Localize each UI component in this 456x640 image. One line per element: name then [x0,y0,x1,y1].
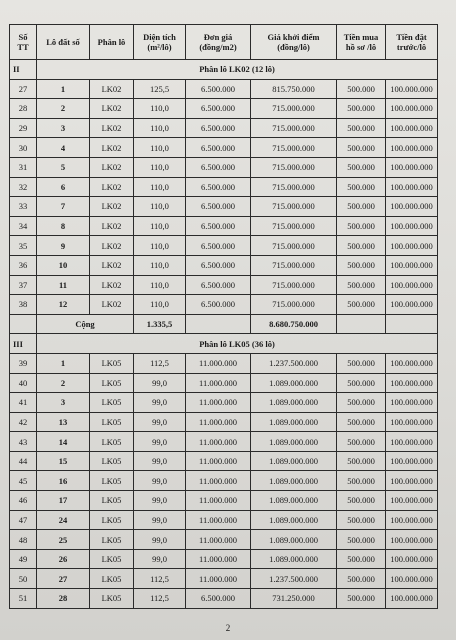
lot-number: 6 [37,177,90,197]
start-price: 1.089.000.000 [251,510,337,530]
deposit: 100.000.000 [386,79,438,99]
file-fee: 500.000 [337,236,386,256]
lot-number: 15 [37,451,90,471]
sub-area: LK02 [90,99,134,119]
row-stt: 44 [10,451,37,471]
sub-area: LK05 [90,530,134,550]
start-price: 731.250.000 [251,589,337,609]
unit-price: 11.000.000 [186,569,251,589]
lot-number: 2 [37,373,90,393]
file-fee: 500.000 [337,491,386,511]
unit-price: 6.500.000 [186,197,251,217]
table-row [10,530,438,550]
row-stt: 33 [10,197,37,217]
table-row [10,255,438,275]
start-price: 715.000.000 [251,295,337,315]
unit-price: 6.500.000 [186,216,251,236]
lot-number: 5 [37,157,90,177]
table-row [10,295,438,315]
row-stt: 46 [10,491,37,511]
deposit: 100.000.000 [386,510,438,530]
lot-number: 24 [37,510,90,530]
file-fee: 500.000 [337,177,386,197]
sub-area: LK05 [90,373,134,393]
area: 112,5 [134,589,186,609]
row-stt: 45 [10,471,37,491]
header-deposit: Tiền đặt trước/lô [386,25,438,60]
row-stt: 40 [10,373,37,393]
table-row [10,353,438,373]
table-row [10,177,438,197]
start-price: 1.237.500.000 [251,569,337,589]
sub-area: LK05 [90,432,134,452]
file-fee: 500.000 [337,255,386,275]
table-row [10,412,438,432]
table-row [10,373,438,393]
lot-number: 1 [37,353,90,373]
area: 110,0 [134,295,186,315]
row-stt: 32 [10,177,37,197]
row-stt: 50 [10,569,37,589]
unit-price: 11.000.000 [186,393,251,413]
sub-area: LK05 [90,491,134,511]
lot-number: 4 [37,138,90,158]
row-stt: 34 [10,216,37,236]
deposit: 100.000.000 [386,216,438,236]
unit-price: 11.000.000 [186,530,251,550]
file-fee: 500.000 [337,197,386,217]
file-fee: 500.000 [337,373,386,393]
unit-price: 6.500.000 [186,177,251,197]
unit-price: 6.500.000 [186,275,251,295]
table-row [10,569,438,589]
row-stt: 51 [10,589,37,609]
sub-area: LK02 [90,118,134,138]
sub-area: LK05 [90,569,134,589]
area: 99,0 [134,412,186,432]
deposit: 100.000.000 [386,157,438,177]
start-price: 1.237.500.000 [251,353,337,373]
area: 125,5 [134,79,186,99]
group-row-lk05 [10,334,438,354]
table-row [10,157,438,177]
total-area: 1.335,5 [134,314,186,334]
unit-price: 11.000.000 [186,471,251,491]
sub-area: LK02 [90,157,134,177]
table-row [10,118,438,138]
page-number: 2 [225,623,231,633]
sub-area: LK02 [90,197,134,217]
lot-number: 1 [37,79,90,99]
area: 110,0 [134,138,186,158]
unit-price: 6.500.000 [186,138,251,158]
sub-area: LK02 [90,177,134,197]
lot-number: 26 [37,549,90,569]
lot-number: 27 [37,569,90,589]
area: 110,0 [134,177,186,197]
start-price: 715.000.000 [251,197,337,217]
lot-number: 28 [37,589,90,609]
row-stt: 48 [10,530,37,550]
row-stt: 28 [10,99,37,119]
deposit: 100.000.000 [386,138,438,158]
file-fee: 500.000 [337,432,386,452]
file-fee: 500.000 [337,510,386,530]
table-row [10,197,438,217]
row-stt: 38 [10,295,37,315]
sub-area: LK02 [90,275,134,295]
start-price: 715.000.000 [251,118,337,138]
deposit: 100.000.000 [386,530,438,550]
sub-area: LK05 [90,353,134,373]
unit-price: 11.000.000 [186,432,251,452]
lot-number: 14 [37,432,90,452]
total-start-price: 8.680.750.000 [251,314,337,334]
file-fee: 500.000 [337,295,386,315]
row-stt: 36 [10,255,37,275]
lot-number: 8 [37,216,90,236]
table-row [10,275,438,295]
file-fee: 500.000 [337,530,386,550]
sub-area: LK05 [90,471,134,491]
table-row [10,99,438,119]
group-row-lk02 [10,60,438,80]
unit-price: 6.500.000 [186,157,251,177]
lot-number: 3 [37,118,90,138]
lot-number: 2 [37,99,90,119]
area: 110,0 [134,236,186,256]
sub-area: LK02 [90,236,134,256]
sub-area: LK05 [90,510,134,530]
table-row [10,451,438,471]
header-unit-price: Đơn giá (đồng/m2) [186,25,251,60]
unit-price: 6.500.000 [186,236,251,256]
area: 99,0 [134,471,186,491]
unit-price: 11.000.000 [186,412,251,432]
start-price: 715.000.000 [251,157,337,177]
deposit: 100.000.000 [386,275,438,295]
sub-area: LK05 [90,451,134,471]
deposit: 100.000.000 [386,373,438,393]
sub-area: LK02 [90,295,134,315]
group-title: Phân lô LK02 (12 lô) [37,60,438,80]
start-price: 1.089.000.000 [251,432,337,452]
row-stt: 37 [10,275,37,295]
start-price: 715.000.000 [251,255,337,275]
area: 110,0 [134,275,186,295]
row-stt: 43 [10,432,37,452]
deposit: 100.000.000 [386,491,438,511]
file-fee: 500.000 [337,589,386,609]
area: 99,0 [134,432,186,452]
row-stt: 35 [10,236,37,256]
lot-number: 9 [37,236,90,256]
deposit: 100.000.000 [386,589,438,609]
unit-price: 6.500.000 [186,118,251,138]
row-stt: 41 [10,393,37,413]
header-file-fee: Tiền mua hồ sơ /lô [337,25,386,60]
file-fee: 500.000 [337,412,386,432]
start-price: 1.089.000.000 [251,373,337,393]
sub-area: LK02 [90,79,134,99]
table-row [10,589,438,609]
area: 110,0 [134,197,186,217]
table-row [10,216,438,236]
header-area: Diện tích (m²/lô) [134,25,186,60]
row-stt: 27 [10,79,37,99]
deposit: 100.000.000 [386,236,438,256]
deposit: 100.000.000 [386,393,438,413]
area: 110,0 [134,216,186,236]
lot-number: 3 [37,393,90,413]
start-price: 715.000.000 [251,99,337,119]
unit-price: 11.000.000 [186,510,251,530]
lot-number: 13 [37,412,90,432]
unit-price: 11.000.000 [186,373,251,393]
file-fee: 500.000 [337,353,386,373]
area: 99,0 [134,491,186,511]
deposit: 100.000.000 [386,412,438,432]
row-stt: 42 [10,412,37,432]
file-fee: 500.000 [337,451,386,471]
unit-price: 11.000.000 [186,491,251,511]
unit-price: 6.500.000 [186,79,251,99]
deposit: 100.000.000 [386,118,438,138]
row-stt: 30 [10,138,37,158]
file-fee: 500.000 [337,118,386,138]
unit-price: 11.000.000 [186,353,251,373]
header-stt: Số TT [10,25,37,60]
header-start-price: Giá khởi điểm (đồng/lô) [251,25,337,60]
table-row [10,471,438,491]
start-price: 1.089.000.000 [251,451,337,471]
start-price: 715.000.000 [251,138,337,158]
table-row [10,491,438,511]
area: 112,5 [134,569,186,589]
unit-price: 6.500.000 [186,99,251,119]
row-stt: 49 [10,549,37,569]
sub-area: LK02 [90,216,134,236]
file-fee: 500.000 [337,569,386,589]
area: 110,0 [134,157,186,177]
deposit: 100.000.000 [386,432,438,452]
table-header-row [10,25,438,60]
deposit: 100.000.000 [386,353,438,373]
row-stt: 31 [10,157,37,177]
unit-price: 6.500.000 [186,589,251,609]
file-fee: 500.000 [337,138,386,158]
total-row [10,314,438,334]
start-price: 715.000.000 [251,275,337,295]
total-lk02 [10,314,438,334]
row-stt: 29 [10,118,37,138]
file-fee: 500.000 [337,471,386,491]
area: 110,0 [134,99,186,119]
total-label: Cộng [37,314,134,334]
lot-number: 10 [37,255,90,275]
deposit: 100.000.000 [386,451,438,471]
row-stt: 39 [10,353,37,373]
land-lot-table [9,24,438,609]
table-row [10,393,438,413]
area: 99,0 [134,510,186,530]
start-price: 1.089.000.000 [251,491,337,511]
lot-number: 17 [37,491,90,511]
row-stt: 47 [10,510,37,530]
area: 99,0 [134,393,186,413]
deposit: 100.000.000 [386,471,438,491]
lot-number: 25 [37,530,90,550]
start-price: 1.089.000.000 [251,412,337,432]
start-price: 715.000.000 [251,216,337,236]
file-fee: 500.000 [337,216,386,236]
header-lot-number: Lô đất số [37,25,90,60]
lot-number: 16 [37,471,90,491]
unit-price: 11.000.000 [186,451,251,471]
start-price: 1.089.000.000 [251,549,337,569]
start-price: 715.000.000 [251,177,337,197]
area: 112,5 [134,353,186,373]
file-fee: 500.000 [337,275,386,295]
file-fee: 500.000 [337,393,386,413]
table-row [10,138,438,158]
area: 99,0 [134,549,186,569]
lot-number: 12 [37,295,90,315]
deposit: 100.000.000 [386,177,438,197]
group-roman: III [10,334,37,354]
table-row [10,79,438,99]
deposit: 100.000.000 [386,255,438,275]
area: 110,0 [134,255,186,275]
table-row [10,236,438,256]
sub-area: LK02 [90,255,134,275]
area: 99,0 [134,530,186,550]
group-title: Phân lô LK05 (36 lô) [37,334,438,354]
section-lk05 [10,334,438,608]
deposit: 100.000.000 [386,99,438,119]
sub-area: LK05 [90,393,134,413]
lot-number: 11 [37,275,90,295]
sub-area: LK02 [90,138,134,158]
start-price: 815.750.000 [251,79,337,99]
unit-price: 6.500.000 [186,295,251,315]
lot-number: 7 [37,197,90,217]
sub-area: LK05 [90,412,134,432]
unit-price: 11.000.000 [186,549,251,569]
section-lk02 [10,60,438,315]
file-fee: 500.000 [337,157,386,177]
group-roman: II [10,60,37,80]
deposit: 100.000.000 [386,295,438,315]
area: 99,0 [134,373,186,393]
start-price: 1.089.000.000 [251,471,337,491]
deposit: 100.000.000 [386,197,438,217]
file-fee: 500.000 [337,99,386,119]
table-row [10,432,438,452]
table-row [10,510,438,530]
sub-area: LK05 [90,589,134,609]
sub-area: LK05 [90,549,134,569]
deposit: 100.000.000 [386,569,438,589]
area: 99,0 [134,451,186,471]
deposit: 100.000.000 [386,549,438,569]
header-sub-area: Phân lô [90,25,134,60]
area: 110,0 [134,118,186,138]
start-price: 1.089.000.000 [251,530,337,550]
file-fee: 500.000 [337,79,386,99]
start-price: 715.000.000 [251,236,337,256]
file-fee: 500.000 [337,549,386,569]
table-row [10,549,438,569]
unit-price: 6.500.000 [186,255,251,275]
start-price: 1.089.000.000 [251,393,337,413]
